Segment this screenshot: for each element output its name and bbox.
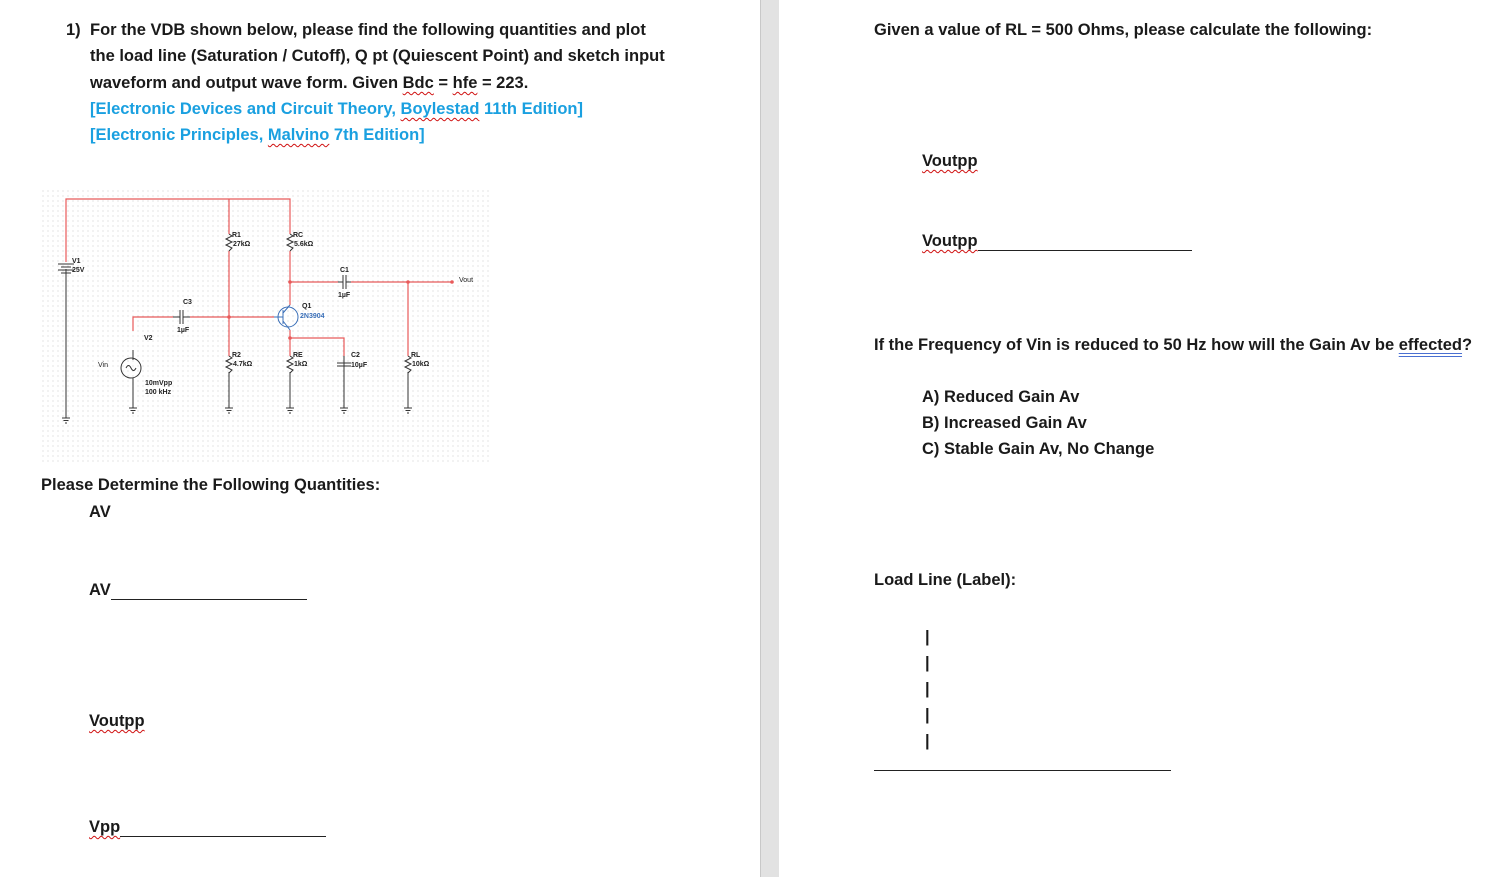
voutpp-label-left: Voutpp [89,712,145,730]
c2-value: 10µF [351,362,368,369]
rl-value: 10kΩ [412,361,430,368]
re-name: RE [293,352,303,359]
vpp-answer-label: Vpp [89,818,121,836]
option-a[interactable]: A) Reduced Gain Av [922,388,1080,406]
vin-frequency: 100 kHz [145,389,172,396]
page-gutter [760,0,780,877]
q1-model: 2N3904 [300,313,325,320]
axis-tick: | [925,654,930,672]
vpp-answer-line [89,818,326,837]
r1-value: 27kΩ [233,241,251,248]
vin-label: Vin [98,362,108,369]
r1-name: R1 [232,232,241,239]
av-answer-label: AV [89,581,111,599]
r2-name: R2 [232,352,241,359]
option-b[interactable]: B) Increased Gain Av [922,414,1087,432]
load-line-label: Load Line (Label): [874,571,1017,589]
reference-boylestad: [Electronic Devices and Circuit Theory, Boylestad 11th Edition] [90,100,583,118]
rc-name: RC [293,232,304,239]
c2-name: C2 [351,352,360,359]
bdc-term: Bdc [402,74,434,92]
v1-value: 25V [72,267,85,274]
determine-heading: Please Determine the Following Quantities: [41,476,381,494]
c3-name: C3 [183,299,192,306]
voutpp-answer-blank[interactable] [978,234,1192,251]
axis-tick: | [925,628,930,646]
vdb-circuit-schematic [42,190,492,462]
right-page [779,0,1493,877]
c1-value: 1µF [338,292,351,299]
q1-name: Q1 [302,303,312,310]
c3-value: 1µF [177,327,190,334]
rc-value: 5.6kΩ [294,241,314,248]
hfe-term: hfe [452,74,478,92]
axis-tick: | [925,732,930,750]
frequency-question: If the Frequency of Vin is reduced to 50 Hz how will the Gain Av be effected? [874,336,1473,354]
question-line-2: the load line (Saturation / Cutoff), Q pt (Quiescent Point) and sketch input [90,47,665,65]
rl-name: RL [411,352,421,359]
axis-tick: | [925,706,930,724]
voutpp-answer-label: Voutpp [922,232,978,250]
question-line-1: For the VDB shown below, please find the following quantities and plot [90,21,646,39]
given-rl-statement: Given a value of RL = 500 Ohms, please calculate the following: [874,21,1373,39]
question-number: 1) [66,21,81,39]
option-c[interactable]: C) Stable Gain Av, No Change [922,440,1155,458]
reference-malvino: [Electronic Principles, Malvino 7th Edition] [90,126,425,144]
c1-name: C1 [340,267,349,274]
voutpp-label-right: Voutpp [922,152,978,170]
v1-name: V1 [72,258,81,265]
load-line-y-axis [925,624,937,754]
axis-tick: | [925,680,930,698]
re-value: 1kΩ [294,361,308,368]
load-line-x-axis [874,770,1171,771]
av-label: AV [89,503,111,521]
r2-value: 4.7kΩ [233,361,253,368]
v2-name: V2 [144,335,153,342]
av-answer-line [89,581,307,600]
vout-label: Vout [459,277,474,284]
vpp-answer-blank[interactable] [120,820,326,837]
vin-amplitude: 10mVpp [145,380,173,387]
av-answer-blank[interactable] [111,583,307,600]
voutpp-answer-line [922,232,1192,251]
grid-background [42,190,492,462]
question-line-3: waveform and output wave form. Given Bdc = hfe = 223. [90,74,529,92]
